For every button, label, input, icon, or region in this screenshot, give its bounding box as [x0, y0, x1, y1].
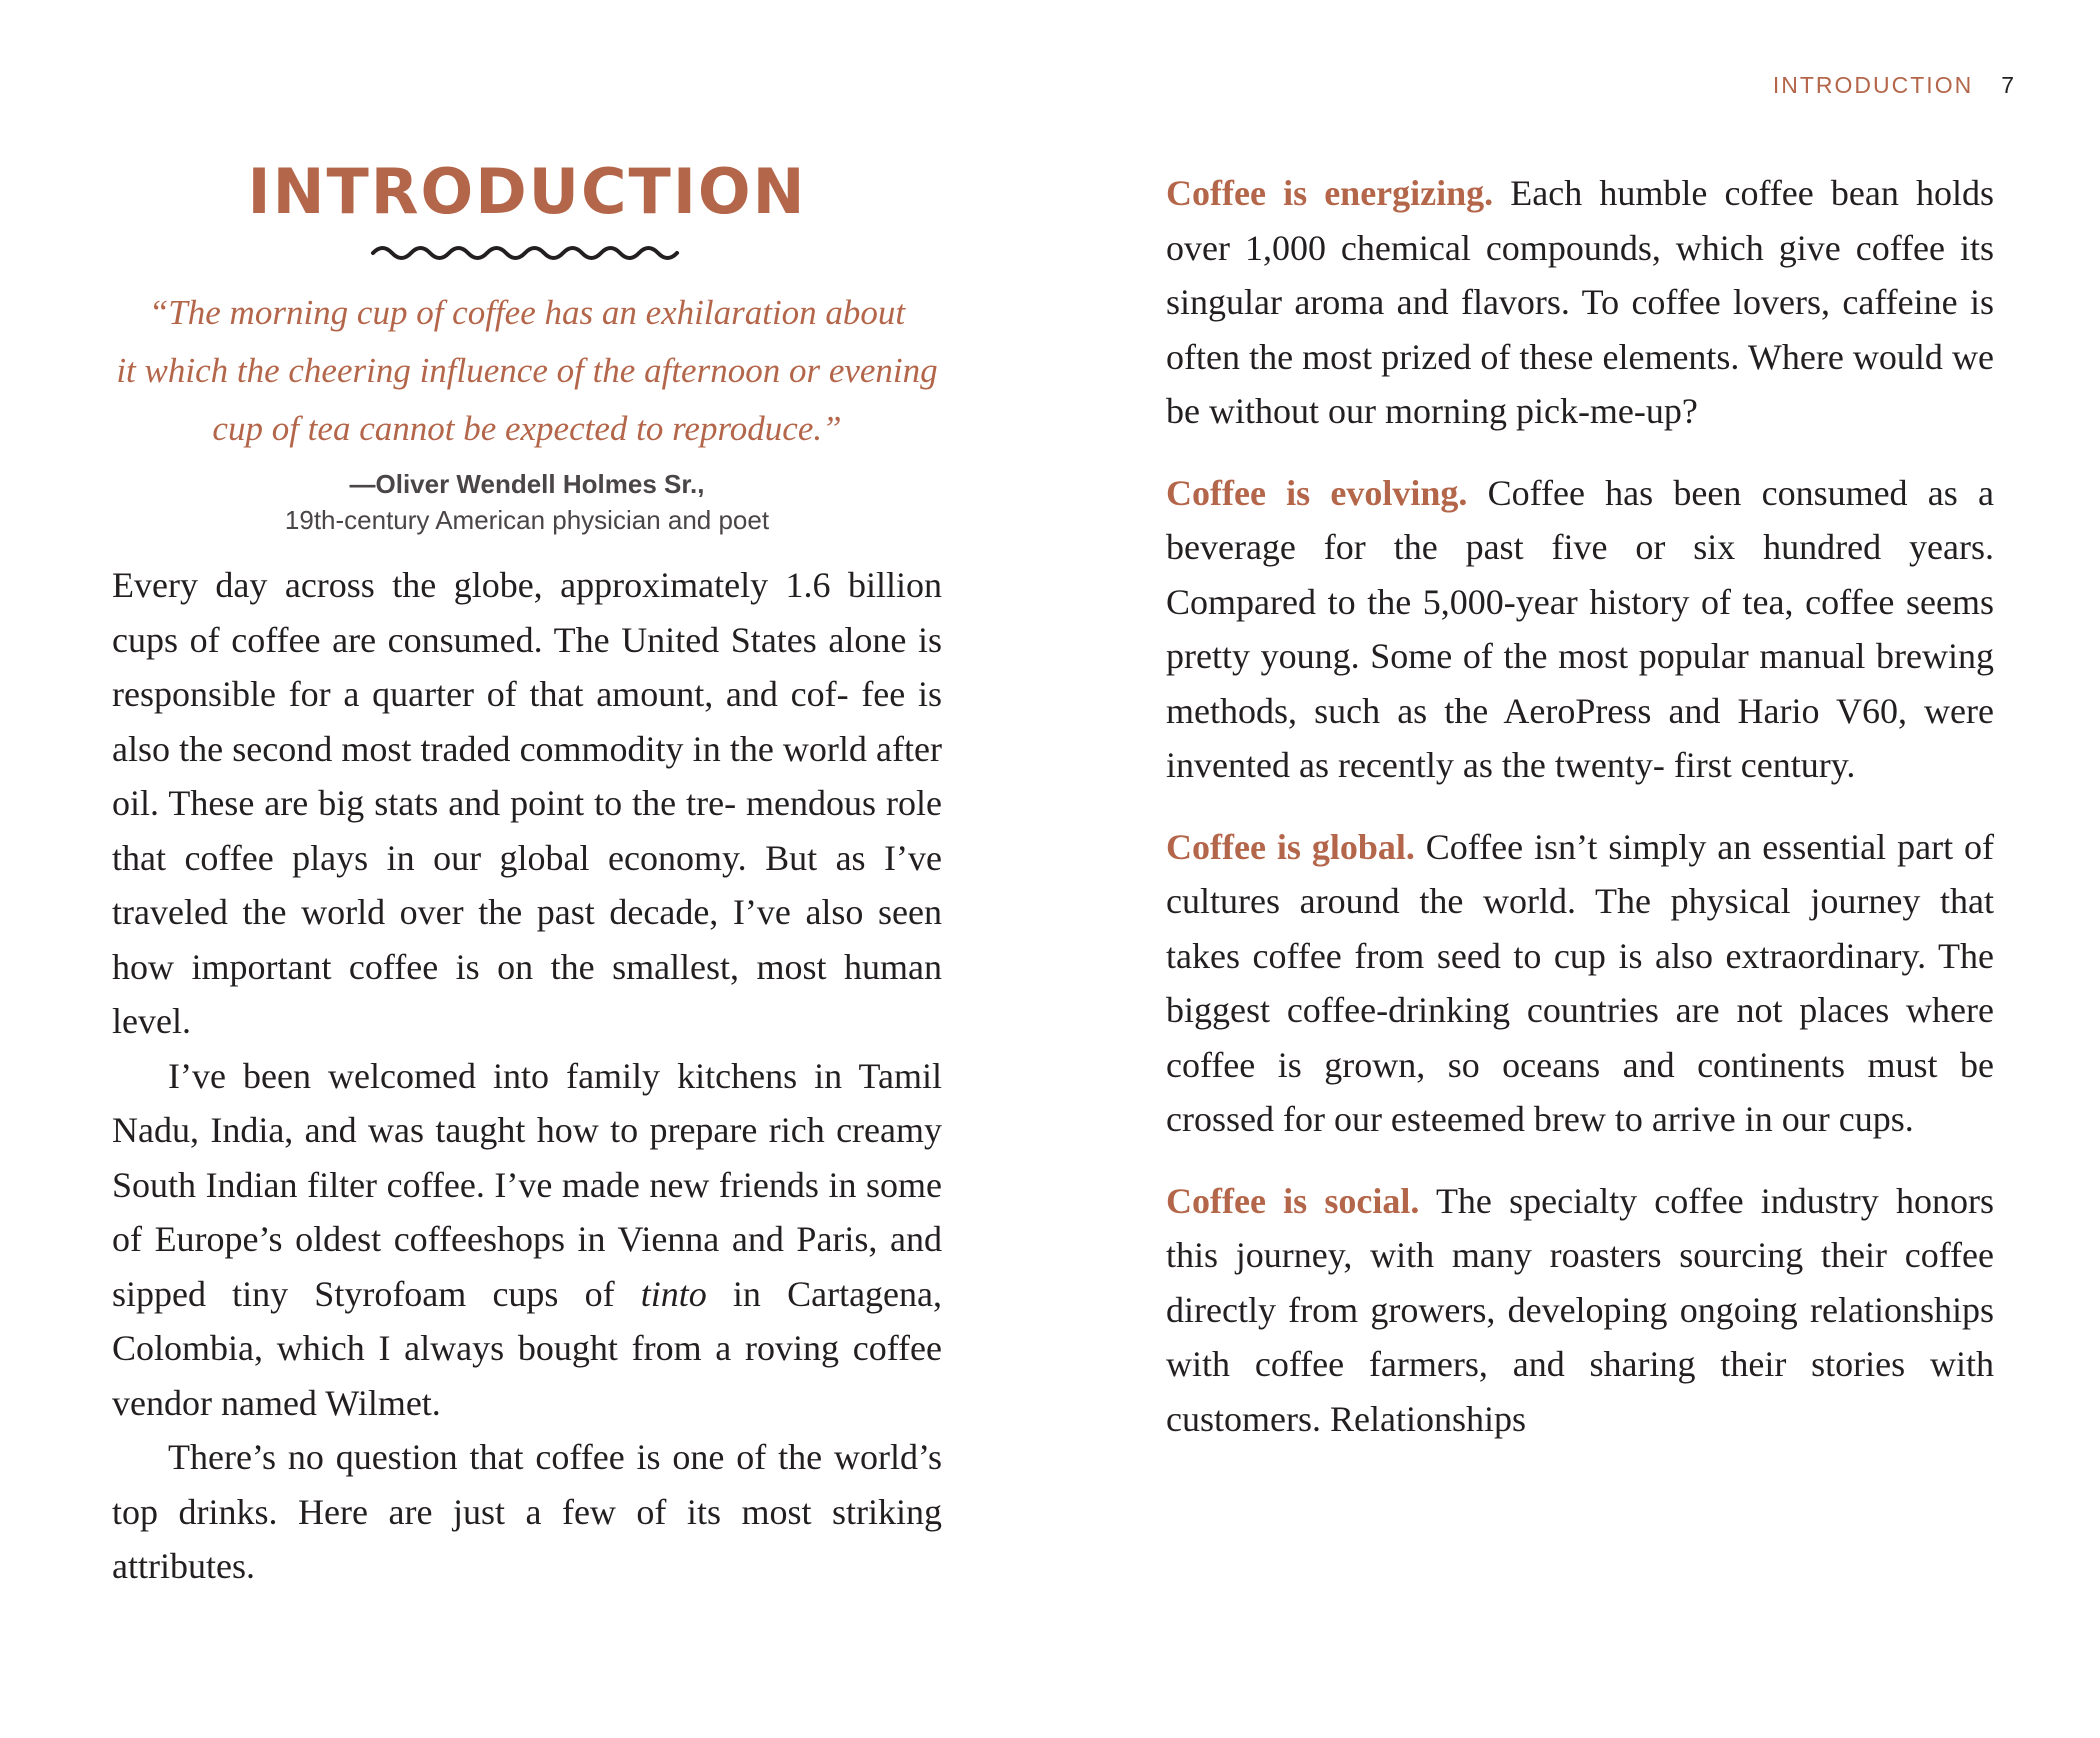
epigraph-attribution — [112, 466, 942, 538]
left-column — [112, 152, 942, 1594]
section-global — [1166, 820, 1994, 1147]
section-social-lead: Coffee is social. — [1166, 1180, 1420, 1221]
section-evolving-lead: Coffee is evolving. — [1166, 472, 1468, 513]
section-energizing — [1166, 166, 1994, 439]
section-evolving-text: Coffee has been consumed as a beverage for the past five or six hundred years. Compared to the 5,000-year history of tea, coffee seems pretty young. Some of the most popular manual brewing methods, such as the AeroPress and Hario V60, were invented as recently as the twenty- first century. — [1166, 472, 1994, 785]
squiggle-ornament-icon — [369, 242, 685, 264]
right-body-text — [1166, 166, 1994, 1446]
section-social — [1166, 1174, 1994, 1447]
epigraph-author-description: 19th-century American physician and poet — [284, 505, 770, 535]
left-body-text — [112, 558, 942, 1594]
paragraph-3: There’s no question that coffee is one of the world’s top drinks. Here are just a few of its most striking attributes. — [112, 1437, 942, 1586]
paragraph-2 — [112, 1049, 942, 1431]
right-column — [1166, 166, 1994, 1473]
paragraph-2-text-end: in Cartagena, Colombia, which I always bought from a roving coffee vendor named Wilmet. — [112, 1273, 943, 1423]
running-head — [1773, 72, 2014, 99]
section-energizing-lead: Coffee is energizing. — [1166, 173, 1494, 213]
section-energizing-text: Each humble coffee bean holds over 1,000 chemical compounds, which give coffee its singular aroma and flavors. To coffee lovers, caffeine is often the most prized of these elements. Where would we be without our morning pick-me-up? — [1166, 173, 1994, 431]
paragraph-2-text-start: I’ve been welcomed into family kitchens in Tamil Nadu, India, and was taught how to prepare rich creamy South Indian filter coffee. I’ve made new friends in some of Europe’s oldest coffeeshops in Vienna and Paris, and sipped tiny Styrofoam cups of — [112, 1055, 942, 1314]
section-global-lead: Coffee is global. — [1166, 826, 1415, 867]
epigraph-line-2: it which the cheering influence of the afternoon or evening — [116, 351, 938, 390]
epigraph-author: —Oliver Wendell Holmes Sr., — [349, 469, 705, 499]
section-global-text: Coffee isn’t simply an essential part of cultures around the world. The physical journey that takes coffee from seed to cup is also extraordinary. The biggest coffee-drinking countries are not places where coffee is grown, so oceans and continents must be crossed for our esteemed brew to arrive in our cups. — [1166, 826, 1995, 1139]
epigraph-line-1: “The morning cup of coffee has an exhilaration about — [148, 293, 906, 332]
page-number: 7 — [2001, 72, 2014, 98]
section-evolving — [1166, 466, 1994, 793]
paragraph-1: Every day across the globe, approximately 1.6 billion cups of coffee are consumed. The United States alone is responsible for a quarter of that amount, and cof- fee is also the second most traded commodity in the world after oil. These are big stats and point to the tre- mendous role that coffee plays in our global economy. But as I’ve traveled the world over the past decade, I’ve also seen how important coffee is on the smallest, most human level. — [112, 565, 942, 1041]
running-head-section: INTRODUCTION — [1772, 72, 1974, 98]
paragraph-2-italic-word: tinto — [640, 1273, 707, 1314]
epigraph-quote — [112, 284, 942, 458]
chapter-title: INTRODUCTION — [247, 155, 807, 228]
section-social-text: The specialty coffee industry honors this journey, with many roasters sourcing their coffee directly from growers, developing ongoing relationships with coffee farmers, and sharing their stories with customers. Relationships — [1166, 1180, 1994, 1439]
epigraph-line-3: cup of tea cannot be expected to reproduce.” — [212, 409, 842, 448]
